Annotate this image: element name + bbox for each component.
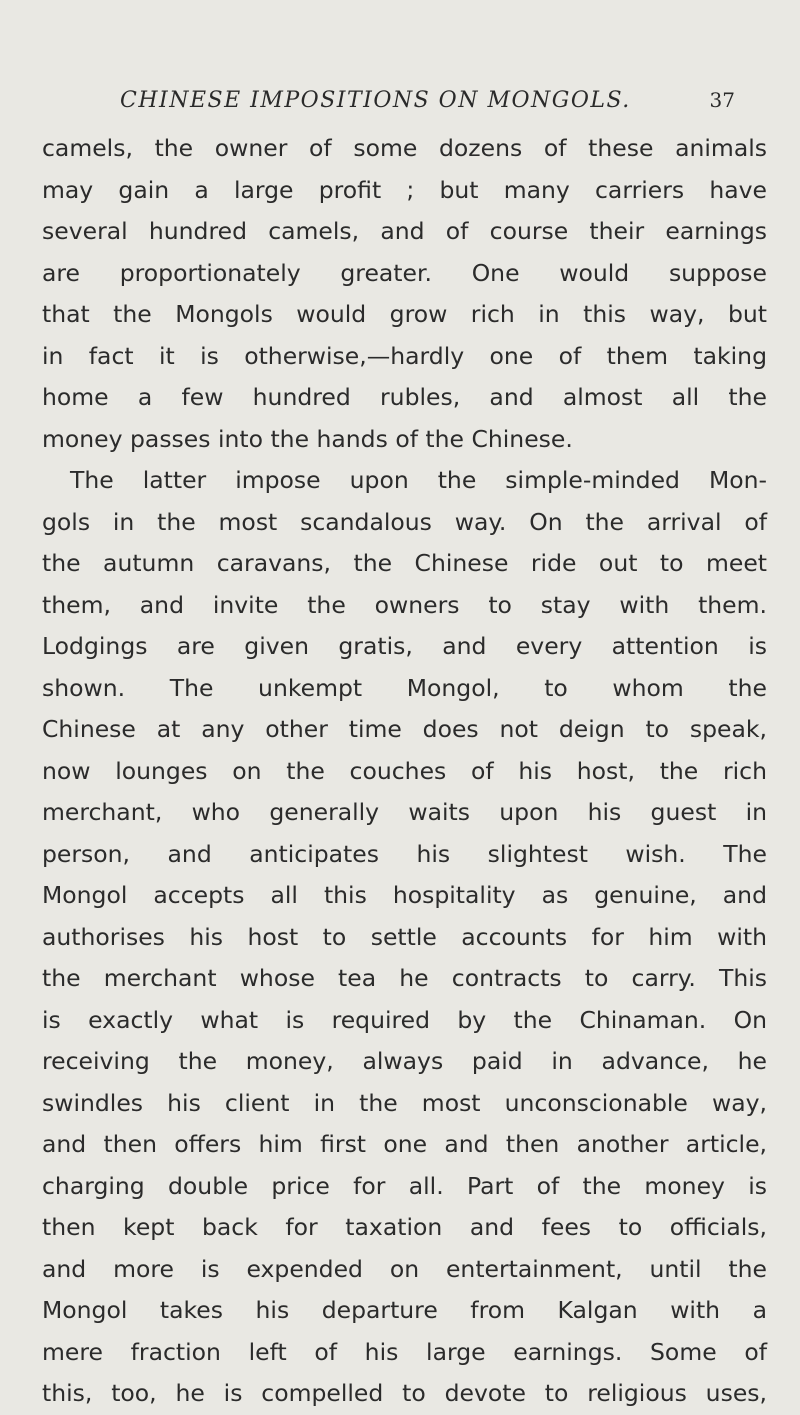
text-line: camels, the owner of some dozens of these animals: [42, 134, 767, 162]
text-line: gols in the most scandalous way. On the arrival of: [42, 507, 767, 536]
text-line: and more is expended on entertainment, until the: [42, 1254, 767, 1283]
text-line: then kept back for taxation and fees to officials,: [42, 1213, 767, 1241]
text-line: are proportionately greater. One would suppose: [42, 258, 767, 287]
text-line: them, and invite the owners to stay with them.: [42, 590, 767, 619]
text-line: several hundred camels, and of course their earnings: [42, 217, 767, 245]
text-line: home a few hundred rubles, and almost all the: [42, 383, 767, 411]
text-line: mere fraction left of his large earnings. Some of: [42, 1337, 767, 1366]
text-line: now lounges on the couches of his host, the rich: [42, 756, 767, 785]
text-line: and then offers him first one and then another article,: [42, 1130, 767, 1158]
text-line: Chinese at any other time does not deign to speak,: [42, 715, 767, 743]
text-line: in fact it is otherwise,—hardly one of them taking: [42, 341, 767, 370]
text-line: merchant, who generally waits upon his guest in: [42, 798, 767, 826]
text-line: that the Mongols would grow rich in this way, but: [42, 300, 767, 328]
text-line: charging double price for all. Part of the money is: [42, 1171, 767, 1200]
text-line: may gain a large profit ; but many carriers have: [42, 175, 767, 204]
text-line: swindles his client in the most unconscionable way,: [42, 1088, 767, 1117]
body-text: [42, 128, 767, 1415]
text-line: the autumn caravans, the Chinese ride out to meet: [42, 549, 767, 577]
text-line: receiving the money, always paid in advance, he: [42, 1047, 767, 1075]
text-line: Mongol takes his departure from Kalgan with a: [42, 1296, 767, 1324]
text-line: is exactly what is required by the Chinaman. On: [42, 1005, 767, 1034]
running-head: [120, 88, 735, 122]
paragraph-start-line: The latter impose upon the simple-minded Mon-: [70, 466, 767, 494]
text-line: money passes into the hands of the Chinese.: [42, 424, 573, 453]
running-title: CHINESE IMPOSITIONS ON MONGOLS.: [120, 88, 631, 113]
text-line: Lodgings are given gratis, and every attention is: [42, 632, 767, 660]
text-line: shown. The unkempt Mongol, to whom the: [42, 673, 767, 702]
text-line: person, and anticipates his slightest wish. The: [42, 839, 767, 868]
text-line: authorises his host to settle accounts for him with: [42, 922, 767, 951]
text-line: the merchant whose tea he contracts to carry. This: [42, 964, 767, 992]
text-line: Mongol accepts all this hospitality as genuine, and: [42, 881, 767, 909]
text-line: this, too, he is compelled to devote to religious uses,: [42, 1379, 767, 1407]
page-number: 37: [709, 88, 735, 112]
